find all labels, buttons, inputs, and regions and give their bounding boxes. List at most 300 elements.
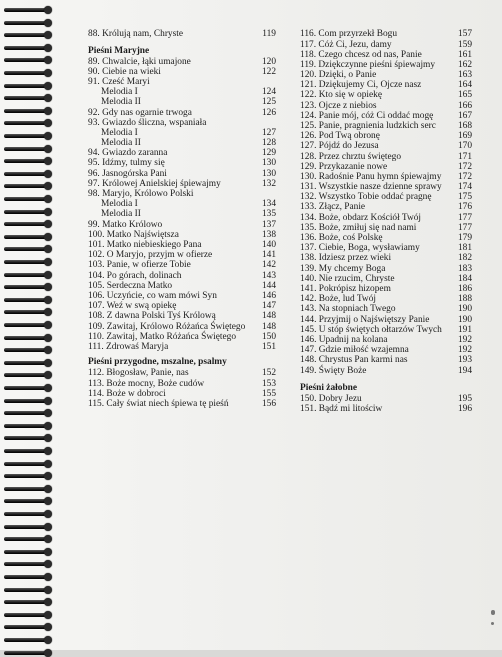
song-title: 96. Jasnogórska Pani — [88, 169, 167, 179]
song-title: 112. Błogosław, Panie, nas — [88, 368, 189, 378]
punch-hole — [44, 649, 52, 657]
song-title: 129. Przykazanie nowe — [300, 162, 388, 172]
page-number: 174 — [457, 182, 472, 192]
punch-hole — [44, 636, 52, 644]
coil-wire — [4, 172, 48, 176]
punch-hole — [44, 359, 52, 367]
binding-coil — [4, 208, 54, 216]
song-title: 102. O Maryjo, przyjm w ofierze — [88, 250, 213, 260]
page-number: 157 — [457, 29, 472, 39]
page-number: 130 — [261, 169, 276, 179]
coil-wire — [4, 600, 48, 604]
page-number: 163 — [457, 70, 472, 80]
punch-hole — [44, 145, 52, 153]
toc-entry — [88, 368, 276, 379]
page-number: 148 — [261, 311, 276, 321]
binding-coil — [4, 296, 54, 304]
page-number: 175 — [457, 192, 472, 202]
toc-entry — [88, 209, 276, 220]
punch-hole — [44, 6, 52, 14]
margin-mark — [491, 610, 495, 615]
toc-entry — [300, 29, 472, 40]
song-title: 146. Upadnij na kolana — [300, 335, 388, 345]
page-number: 192 — [457, 345, 472, 355]
binding-coil — [4, 409, 54, 417]
binding-coil — [4, 359, 54, 367]
coil-wire — [4, 550, 48, 554]
toc-entry — [88, 29, 276, 40]
punch-hole — [44, 384, 52, 392]
page-number: 127 — [261, 128, 276, 138]
page-number: 168 — [457, 121, 472, 131]
song-title: 120. Dzięki, o Panie — [300, 70, 377, 80]
coil-wire — [4, 562, 48, 566]
binding-coil — [4, 19, 54, 27]
coil-wire — [4, 147, 48, 151]
binding-coil — [4, 586, 54, 594]
punch-hole — [44, 308, 52, 316]
song-title: Melodia I — [101, 87, 138, 97]
punch-hole — [44, 623, 52, 631]
binding-coil — [4, 472, 54, 480]
binding-coil — [4, 56, 54, 64]
page-number: 152 — [261, 368, 276, 378]
song-title: 141. Pokrópisz hizopem — [300, 284, 391, 294]
song-title: 109. Zawitaj, Królowo Różańca Świętego — [88, 322, 246, 332]
punch-hole — [44, 548, 52, 556]
page-number: 143 — [261, 271, 276, 281]
page-number: 179 — [457, 233, 472, 243]
punch-hole — [44, 195, 52, 203]
page-number: 134 — [261, 199, 276, 209]
page-number: 138 — [261, 230, 276, 240]
page-number: 190 — [457, 304, 472, 314]
punch-hole — [44, 573, 52, 581]
punch-hole — [44, 321, 52, 329]
toc-entry — [300, 253, 472, 264]
binding-coil — [4, 548, 54, 556]
song-title: 147. Gdzie miłość wzajemna — [300, 345, 409, 355]
binding-coil — [4, 510, 54, 518]
page-number: 191 — [457, 325, 472, 335]
page-number: 194 — [457, 366, 472, 376]
song-title: 144. Przyjmij o Najświętszy Panie — [300, 315, 430, 325]
coil-wire — [4, 298, 48, 302]
binding-coil — [4, 649, 54, 657]
song-title: 131. Wszystkie nasze dzienne sprawy — [300, 182, 442, 192]
binding-coil — [4, 170, 54, 178]
song-title: 123. Ojcze z niebios — [300, 101, 377, 111]
song-title: 139. My chcemy Boga — [300, 264, 386, 274]
toc-entry — [88, 399, 276, 410]
binding-coil — [4, 447, 54, 455]
song-title: 92. Gdy nas ogarnie trwoga — [88, 108, 192, 118]
coil-wire — [4, 273, 48, 277]
punch-hole — [44, 119, 52, 127]
page-number: 183 — [457, 264, 472, 274]
punch-hole — [44, 296, 52, 304]
coil-wire — [4, 159, 48, 163]
punch-hole — [44, 182, 52, 190]
punch-hole — [44, 434, 52, 442]
page-number: 195 — [457, 394, 472, 404]
binding-coil — [4, 611, 54, 619]
page-number: 192 — [457, 335, 472, 345]
song-title: 107. Weź w swą opiekę — [88, 301, 177, 311]
binding-coil — [4, 535, 54, 543]
page-number: 148 — [261, 322, 276, 332]
page-number: 177 — [457, 213, 472, 223]
coil-wire — [4, 323, 48, 327]
punch-hole — [44, 31, 52, 39]
binding-coil — [4, 422, 54, 430]
coil-wire — [4, 235, 48, 239]
toc-entry — [300, 202, 472, 213]
page-number: 196 — [457, 404, 472, 414]
punch-hole — [44, 560, 52, 568]
song-title: 151. Bądź mi litościw — [300, 404, 383, 414]
binding-coil — [4, 598, 54, 606]
page-number: 142 — [261, 260, 276, 270]
coil-wire — [4, 46, 48, 50]
binding-coil — [4, 69, 54, 77]
coil-wire — [4, 373, 48, 377]
page-number: 186 — [457, 284, 472, 294]
song-title: 103. Panie, w ofierze Tobie — [88, 260, 191, 270]
coil-wire — [4, 96, 48, 100]
song-title: 95. Idźmy, tulmy się — [88, 158, 165, 168]
punch-hole — [44, 485, 52, 493]
coil-wire — [4, 386, 48, 390]
song-title: 130. Radośnie Panu hymn śpiewajmy — [300, 172, 442, 182]
song-title: 91. Cześć Maryi — [88, 77, 150, 87]
punch-hole — [44, 334, 52, 342]
binding-coil — [4, 334, 54, 342]
binding-coil — [4, 258, 54, 266]
punch-hole — [44, 460, 52, 468]
punch-hole — [44, 245, 52, 253]
coil-wire — [4, 348, 48, 352]
binding-coil — [4, 245, 54, 253]
coil-wire — [4, 33, 48, 37]
toc-entry — [88, 342, 276, 353]
coil-wire — [4, 71, 48, 75]
song-title: 117. Cóż Ci, Jezu, damy — [300, 40, 392, 50]
section-heading: Pieśni żałobne — [300, 383, 358, 393]
coil-wire — [4, 21, 48, 25]
song-title: 132. Wszystko Tobie oddać pragnę — [300, 192, 432, 202]
binding-coil — [4, 31, 54, 39]
punch-hole — [44, 371, 52, 379]
song-title: 90. Ciebie na wieki — [88, 67, 161, 77]
punch-hole — [44, 447, 52, 455]
coil-wire — [4, 121, 48, 125]
coil-wire — [4, 361, 48, 365]
punch-hole — [44, 598, 52, 606]
punch-hole — [44, 208, 52, 216]
song-title: 116. Com przyrzekł Bogu — [300, 29, 398, 39]
song-title: 140. Nie rzucim, Chryste — [300, 274, 395, 284]
binding-coil — [4, 497, 54, 505]
section-heading: Pieśni Maryjne — [88, 46, 150, 56]
binding-coil — [4, 321, 54, 329]
coil-wire — [4, 58, 48, 62]
coil-wire — [4, 487, 48, 491]
punch-hole — [44, 397, 52, 405]
punch-hole — [44, 535, 52, 543]
coil-wire — [4, 109, 48, 113]
punch-hole — [44, 170, 52, 178]
song-title: 113. Boże mocny, Boże cudów — [88, 379, 205, 389]
song-title: 108. Z dawna Polski Tyś Królową — [88, 311, 216, 321]
coil-wire — [4, 525, 48, 529]
song-title: Melodia I — [101, 199, 138, 209]
punch-hole — [44, 586, 52, 594]
page-number: 120 — [261, 57, 276, 67]
punch-hole — [44, 132, 52, 140]
punch-hole — [44, 422, 52, 430]
coil-wire — [4, 575, 48, 579]
page-number: 140 — [261, 240, 276, 250]
binding-coil — [4, 94, 54, 102]
song-title: 121. Dziękujemy Ci, Ojcze nasz — [300, 80, 422, 90]
punch-hole — [44, 220, 52, 228]
binding-coil — [4, 523, 54, 531]
song-title: 111. Zdrowaś Maryja — [88, 342, 169, 352]
song-title: 134. Boże, obdarz Kościół Twój — [300, 213, 422, 223]
toc-entry — [88, 158, 276, 169]
page-number: 153 — [261, 379, 276, 389]
binding-coil — [4, 145, 54, 153]
page-number: 184 — [457, 274, 472, 284]
page-number: 126 — [261, 108, 276, 118]
song-title: 118. Czego chcesz od nas, Panie — [300, 50, 422, 60]
page-number: 166 — [457, 101, 472, 111]
punch-hole — [44, 472, 52, 480]
coil-wire — [4, 210, 48, 214]
page-number: 147 — [261, 301, 276, 311]
song-title: 94. Gwiazdo zaranna — [88, 148, 168, 158]
coil-wire — [4, 537, 48, 541]
punch-hole — [44, 346, 52, 354]
coil-wire — [4, 184, 48, 188]
page-number: 162 — [457, 60, 472, 70]
song-title: 138. Idziesz przez wieki — [300, 253, 392, 263]
coil-wire — [4, 197, 48, 201]
toc-entry — [88, 260, 276, 271]
song-title: Melodia I — [101, 128, 138, 138]
toc-entry — [300, 304, 472, 315]
binding-coil — [4, 157, 54, 165]
punch-hole — [44, 523, 52, 531]
coil-wire — [4, 462, 48, 466]
song-title: 98. Maryjo, Królowo Polski — [88, 189, 194, 199]
song-title: 148. Chrystus Pan karmi nas — [300, 355, 408, 365]
binding-coil — [4, 44, 54, 52]
binding-coil — [4, 485, 54, 493]
binding-coil — [4, 220, 54, 228]
page-number: 171 — [457, 152, 472, 162]
binding-coil — [4, 182, 54, 190]
coil-wire — [4, 285, 48, 289]
song-title: 135. Boże, zmiłuj się nad nami — [300, 223, 417, 233]
page-number: 135 — [261, 209, 276, 219]
page-number: 165 — [457, 90, 472, 100]
binding-coil — [4, 434, 54, 442]
page-number: 119 — [262, 29, 276, 39]
song-title: Melodia II — [101, 138, 141, 148]
toc-entry — [300, 141, 472, 152]
punch-hole — [44, 82, 52, 90]
page-number: 130 — [261, 158, 276, 168]
coil-wire — [4, 8, 48, 12]
coil-wire — [4, 625, 48, 629]
coil-wire — [4, 247, 48, 251]
punch-hole — [44, 409, 52, 417]
punch-hole — [44, 497, 52, 505]
song-title: 99. Matko Królowo — [88, 220, 163, 230]
punch-hole — [44, 510, 52, 518]
song-title: Melodia II — [101, 209, 141, 219]
binding-coil — [4, 371, 54, 379]
punch-hole — [44, 44, 52, 52]
punch-hole — [44, 69, 52, 77]
binding-coil — [4, 119, 54, 127]
page-number: 176 — [457, 202, 472, 212]
song-title: 110. Zawitaj, Matko Różańca Świętego — [88, 332, 237, 342]
punch-hole — [44, 258, 52, 266]
song-title: 106. Uczyńcie, co wam mówi Syn — [88, 291, 217, 301]
punch-hole — [44, 233, 52, 241]
page-number: 181 — [457, 243, 472, 253]
song-title: 150. Dobry Jezu — [300, 394, 362, 404]
page-number: 144 — [261, 281, 276, 291]
toc-entry — [88, 311, 276, 322]
toc-entry — [88, 97, 276, 108]
song-title: 143. Na stopniach Twego — [300, 304, 396, 314]
song-title: 127. Pójdź do Jezusa — [300, 141, 379, 151]
coil-wire — [4, 399, 48, 403]
binding-coil — [4, 623, 54, 631]
coil-wire — [4, 512, 48, 516]
binding-coil — [4, 573, 54, 581]
page-number: 146 — [261, 291, 276, 301]
song-title: 89. Chwalcie, łąki umajone — [88, 57, 191, 67]
coil-wire — [4, 411, 48, 415]
song-title: 137. Ciebie, Boga, wysławiamy — [300, 243, 420, 253]
toc-entry — [300, 366, 472, 377]
page-number: 122 — [261, 67, 276, 77]
coil-wire — [4, 651, 48, 655]
song-title: 126. Pod Twą obronę — [300, 131, 380, 141]
coil-wire — [4, 260, 48, 264]
binding-coil — [4, 195, 54, 203]
page-number: 129 — [261, 148, 276, 158]
punch-hole — [44, 94, 52, 102]
page-number: 172 — [457, 162, 472, 172]
toc-entry — [300, 90, 472, 101]
page-number: 125 — [261, 97, 276, 107]
song-title: 145. U stóp świętych ołtarzów Twych — [300, 325, 442, 335]
binding-coil — [4, 384, 54, 392]
coil-wire — [4, 613, 48, 617]
spiral-binding — [0, 0, 56, 650]
page-number: 151 — [261, 342, 276, 352]
coil-wire — [4, 449, 48, 453]
binding-coil — [4, 283, 54, 291]
punch-hole — [44, 283, 52, 291]
coil-wire — [4, 638, 48, 642]
page-number: 164 — [457, 80, 472, 90]
toc-entry — [300, 404, 472, 415]
song-title: 104. Po górach, dolinach — [88, 271, 182, 281]
page-number: 161 — [457, 50, 472, 60]
song-title: 142. Boże, lud Twój — [300, 294, 376, 304]
song-title: 124. Panie mój, cóż Ci oddać mogę — [300, 111, 434, 121]
coil-wire — [4, 436, 48, 440]
song-title: 149. Święty Boże — [300, 366, 367, 376]
binding-coil — [4, 346, 54, 354]
song-title: 114. Boże w dobroci — [88, 389, 166, 399]
coil-wire — [4, 499, 48, 503]
page-number: 193 — [457, 355, 472, 365]
page-number: 128 — [261, 138, 276, 148]
page-number: 182 — [457, 253, 472, 263]
song-title: 133. Złącz, Panie — [300, 202, 366, 212]
song-title: Melodia II — [101, 97, 141, 107]
coil-wire — [4, 222, 48, 226]
page-number: 190 — [457, 315, 472, 325]
section-heading: Pieśni przygodne, mszalne, psalmy — [88, 357, 227, 367]
binding-coil — [4, 560, 54, 568]
song-title: 93. Gwiazdo śliczna, wspaniała — [88, 118, 207, 128]
page-number: 177 — [457, 223, 472, 233]
binding-coil — [4, 308, 54, 316]
coil-wire — [4, 310, 48, 314]
toc-entry — [300, 355, 472, 366]
page-number: 137 — [261, 220, 276, 230]
binding-coil — [4, 271, 54, 279]
binding-coil — [4, 397, 54, 405]
page-number: 170 — [457, 141, 472, 151]
binding-coil — [4, 233, 54, 241]
song-title: 122. Kto się w opiekę — [300, 90, 383, 100]
song-title: 105. Serdeczna Matko — [88, 281, 173, 291]
coil-wire — [4, 588, 48, 592]
coil-wire — [4, 474, 48, 478]
page-number: 156 — [261, 399, 276, 409]
binding-coil — [4, 132, 54, 140]
page-number: 155 — [261, 389, 276, 399]
song-title: 115. Cały świat niech śpiewa tę pieśń — [88, 399, 229, 409]
song-title: 100. Matko Najświętsza — [88, 230, 179, 240]
binding-coil — [4, 636, 54, 644]
song-title: 128. Przez chrztu świętego — [300, 152, 402, 162]
binding-coil — [4, 6, 54, 14]
song-title: 125. Panie, pragnienia ludzkich serc — [300, 121, 436, 131]
punch-hole — [44, 157, 52, 165]
binding-coil — [4, 82, 54, 90]
page-number: 124 — [261, 87, 276, 97]
margin-mark — [491, 622, 494, 625]
song-title: 88. Królują nam, Chryste — [88, 29, 184, 39]
coil-wire — [4, 84, 48, 88]
page-number: 141 — [261, 250, 276, 260]
page-number: 132 — [261, 179, 276, 189]
coil-wire — [4, 134, 48, 138]
page-number: 167 — [457, 111, 472, 121]
page-number: 172 — [457, 172, 472, 182]
